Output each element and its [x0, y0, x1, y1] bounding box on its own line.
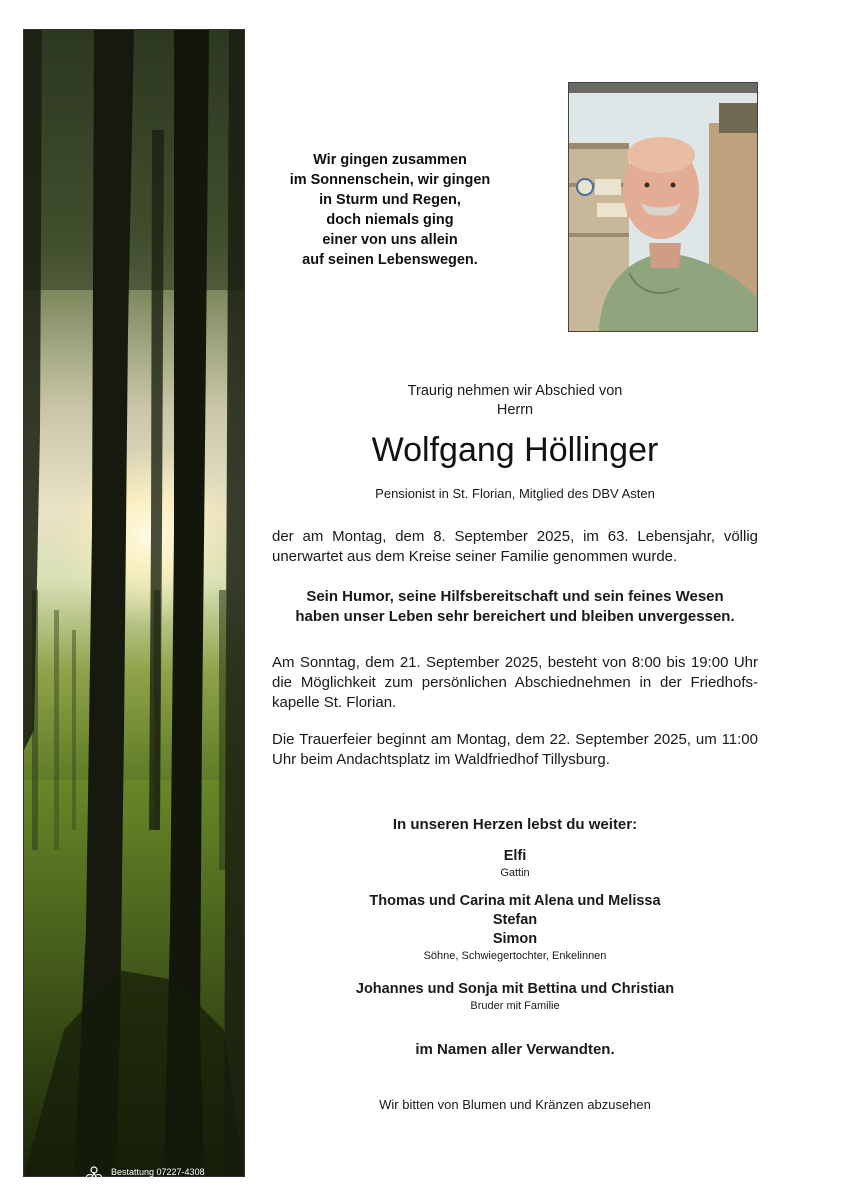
children-block	[272, 892, 758, 964]
poem	[270, 150, 510, 270]
logo-website-link[interactable]: www.oberhuber.at	[111, 1179, 200, 1191]
tribute-line: haben unser Leben sehr bereichert und bleiben unvergessen.	[295, 608, 735, 625]
logo-phone-text: Bestattung 07227-4308	[111, 1167, 205, 1177]
ceremony-paragraph: Die Trauerfeier beginnt am Montag, dem 22. September 2025, um 11:00 Uhr beim Andachtsplatz im Waldfriedhof Tillysburg.	[272, 731, 758, 768]
children-name: Simon	[492, 931, 538, 947]
forest-trees-graphic	[24, 30, 244, 1176]
forest-image	[23, 29, 245, 1191]
spouse-role: Gattin	[500, 867, 530, 879]
angel-logo-icon	[84, 1165, 104, 1187]
brother-role: Bruder mit Familie	[470, 1000, 560, 1012]
deceased-name: Wolfgang Höllinger	[371, 431, 659, 469]
viewing-paragraph: Am Sonntag, dem 21. September 2025, besteht von 8:00 bis 19:00 Uhr die Möglichkeit zum persönlichen Abschiednehmen in der Friedhofs-kapelle St. Florian.	[272, 654, 758, 711]
brother-block	[272, 980, 758, 1014]
poem-line: einer von uns allein	[322, 232, 458, 248]
portrait-graphic	[569, 83, 757, 331]
death-paragraph: der am Montag, dem 8. September 2025, im 63. Lebensjahr, völlig unerwartet aus dem Kreise seiner Familie genommen wurde.	[272, 528, 758, 565]
relatives-text: im Namen aller Verwandten.	[415, 1041, 615, 1058]
occupation-text: Pensionist in St. Florian, Mitglied des DBV Asten	[375, 486, 655, 501]
tribute-text	[272, 587, 758, 627]
poem-line: in Sturm und Regen,	[319, 192, 461, 208]
intro-salutation: Herrn	[496, 402, 534, 418]
funeral-home-logo	[84, 1165, 264, 1195]
children-role: Söhne, Schwiegertochter, Enkelinnen	[423, 950, 607, 962]
intro-line: Traurig nehmen wir Abschied von	[407, 383, 623, 399]
spouse-name: Elfi	[503, 848, 527, 864]
tribute-line: Sein Humor, seine Hilfsbereitschaft und sein feines Wesen	[306, 588, 724, 605]
family-heading: In unseren Herzen lebst du weiter:	[392, 816, 638, 833]
spouse-block	[272, 847, 758, 881]
poem-line: im Sonnenschein, wir gingen	[289, 172, 491, 188]
poem-line: doch niemals ging	[326, 212, 454, 228]
children-name: Thomas und Carina mit Alena und Melissa	[369, 893, 661, 909]
children-name: Stefan	[492, 912, 538, 928]
brother-name: Johannes und Sonja mit Bettina und Christian	[355, 981, 675, 997]
intro-text	[272, 382, 758, 420]
flowers-note: Wir bitten von Blumen und Kränzen abzusehen	[379, 1097, 651, 1112]
poem-line: auf seinen Lebenswegen.	[302, 252, 478, 268]
poem-line: Wir gingen zusammen	[313, 152, 467, 168]
portrait-photo	[568, 82, 758, 332]
